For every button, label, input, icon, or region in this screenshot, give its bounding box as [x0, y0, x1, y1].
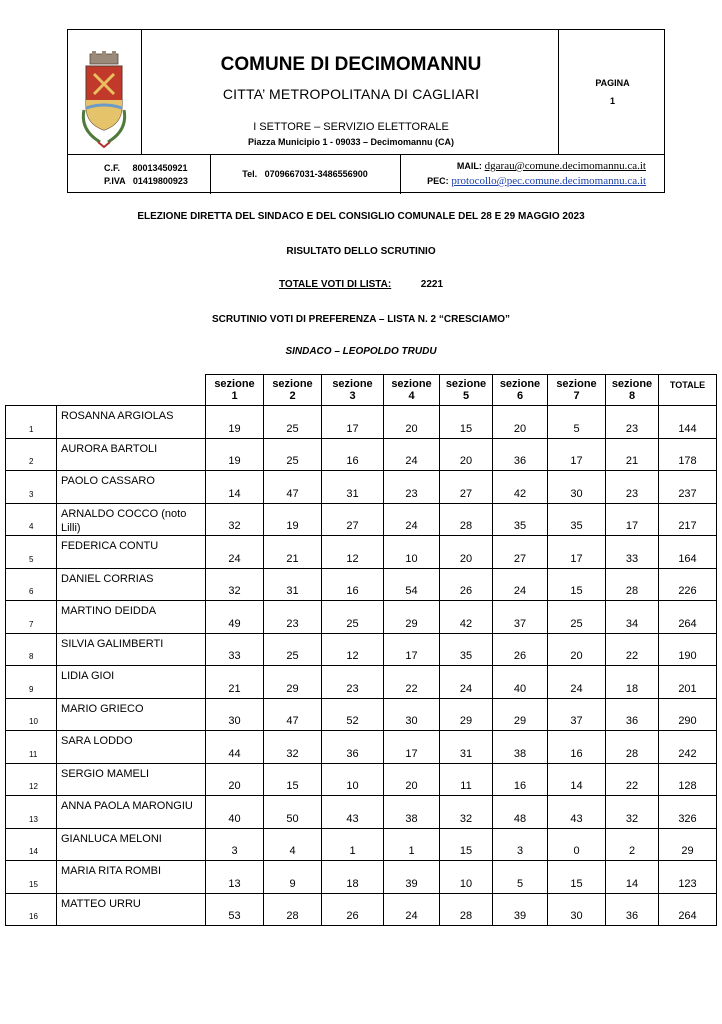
section-votes: 36 [493, 438, 548, 471]
section-votes: 18 [606, 666, 659, 699]
section-votes: 36 [606, 893, 659, 926]
table-row [6, 406, 717, 439]
candidate-name: ROSANNA ARGIOLAS [57, 406, 206, 439]
candidate-total: 164 [659, 536, 717, 569]
section-header: sezione 3 [322, 375, 384, 406]
metropolitan-city: CITTA’ METROPOLITANA DI CAGLIARI [222, 86, 480, 102]
section-votes: 24 [493, 568, 548, 601]
section-votes: 20 [548, 633, 606, 666]
candidate-name: LIDIA GIOI [57, 666, 206, 699]
section-votes: 32 [206, 568, 264, 601]
section-votes: 52 [322, 698, 384, 731]
section-votes: 43 [548, 796, 606, 829]
section-votes: 17 [548, 438, 606, 471]
section-votes: 17 [384, 731, 440, 764]
row-number: 3 [6, 471, 57, 504]
section-votes: 42 [493, 471, 548, 504]
section-votes: 23 [264, 601, 322, 634]
section-votes: 24 [384, 503, 440, 536]
section-votes: 17 [384, 633, 440, 666]
total-votes-heading [0, 279, 722, 290]
section-votes: 14 [548, 763, 606, 796]
table-row [6, 633, 717, 666]
fiscal-code: C.F. 80013450921 [104, 163, 188, 173]
total-votes-value: 2221 [420, 279, 444, 290]
candidate-total: 226 [659, 568, 717, 601]
section-votes: 10 [384, 536, 440, 569]
row-number: 16 [6, 893, 57, 926]
section-votes: 38 [384, 796, 440, 829]
candidate-total: 29 [659, 828, 717, 861]
row-number: 2 [6, 438, 57, 471]
election-heading: ELEZIONE DIRETTA DEL SINDACO E DEL CONSIGLIO COMUNALE DEL 28 E 29 MAGGIO 2023 [137, 211, 585, 222]
candidate-total: 144 [659, 406, 717, 439]
total-votes-label: TOTALE VOTI DI LISTA: [278, 279, 392, 290]
section-votes: 53 [206, 893, 264, 926]
table-row [6, 796, 717, 829]
section-header: sezione 2 [264, 375, 322, 406]
section-votes: 0 [548, 828, 606, 861]
email-link[interactable]: dgarau@comune.decimomannu.ca.it [484, 160, 646, 172]
section-votes: 49 [206, 601, 264, 634]
page-label: PAGINA [595, 78, 630, 88]
section-votes: 21 [264, 536, 322, 569]
candidate-total: 217 [659, 503, 717, 536]
section-votes: 4 [264, 828, 322, 861]
section-votes: 31 [264, 568, 322, 601]
section-votes: 20 [384, 406, 440, 439]
section-votes: 14 [606, 861, 659, 894]
candidate-total: 128 [659, 763, 717, 796]
section-votes: 30 [206, 698, 264, 731]
section-votes: 28 [264, 893, 322, 926]
section-votes: 15 [440, 828, 493, 861]
section-votes: 17 [606, 503, 659, 536]
section-votes: 19 [206, 406, 264, 439]
candidate-name: SILVIA GALIMBERTI [57, 633, 206, 666]
table-header-row [6, 375, 717, 406]
row-number: 5 [6, 536, 57, 569]
section-votes: 9 [264, 861, 322, 894]
section-header: sezione 5 [440, 375, 493, 406]
table-row [6, 828, 717, 861]
section-votes: 32 [206, 503, 264, 536]
candidate-name: PAOLO CASSARO [57, 471, 206, 504]
section-votes: 33 [606, 536, 659, 569]
row-number: 8 [6, 633, 57, 666]
section-votes: 20 [206, 763, 264, 796]
section-votes: 39 [384, 861, 440, 894]
row-number: 12 [6, 763, 57, 796]
candidate-total: 123 [659, 861, 717, 894]
result-heading: RISULTATO DELLO SCRUTINIO [286, 246, 436, 257]
mayor-heading: SINDACO – LEOPOLDO TRUDU [285, 346, 437, 357]
table-row [6, 601, 717, 634]
section-header: sezione 6 [493, 375, 548, 406]
candidate-name: SARA LODDO [57, 731, 206, 764]
table-row [6, 763, 717, 796]
section-votes: 20 [384, 763, 440, 796]
section-votes: 15 [548, 568, 606, 601]
row-number: 1 [6, 406, 57, 439]
section-votes: 28 [440, 503, 493, 536]
pec-line [388, 175, 646, 187]
table-row [6, 536, 717, 569]
section-votes: 39 [493, 893, 548, 926]
section-votes: 35 [440, 633, 493, 666]
section-votes: 32 [264, 731, 322, 764]
section-votes: 30 [384, 698, 440, 731]
section-votes: 30 [548, 893, 606, 926]
section-header: sezione 1 [206, 375, 264, 406]
total-header: TOTALE [659, 375, 717, 406]
section-votes: 27 [440, 471, 493, 504]
section-votes: 35 [493, 503, 548, 536]
section-votes: 23 [606, 471, 659, 504]
section-votes: 20 [493, 406, 548, 439]
section-votes: 26 [493, 633, 548, 666]
candidate-name: MARIA RITA ROMBI [57, 861, 206, 894]
section-votes: 23 [322, 666, 384, 699]
candidate-total: 326 [659, 796, 717, 829]
email-label: MAIL: [456, 161, 482, 171]
office-name: I SETTORE – SERVIZIO ELETTORALE [253, 121, 449, 133]
section-votes: 23 [606, 406, 659, 439]
section-votes: 36 [322, 731, 384, 764]
section-votes: 37 [493, 601, 548, 634]
section-votes: 28 [606, 568, 659, 601]
section-votes: 10 [322, 763, 384, 796]
telephone: Tel. 0709667031-3486556900 [242, 169, 368, 179]
scrutiny-heading: SCRUTINIO VOTI DI PREFERENZA – LISTA N. 2 “CRESCIAMO” [212, 314, 510, 325]
candidate-total: 190 [659, 633, 717, 666]
section-votes: 15 [548, 861, 606, 894]
section-votes: 47 [264, 471, 322, 504]
row-number: 14 [6, 828, 57, 861]
table-row [6, 471, 717, 504]
section-votes: 25 [322, 601, 384, 634]
section-votes: 3 [493, 828, 548, 861]
section-votes: 17 [548, 536, 606, 569]
candidate-name: ARNALDO COCCO (noto Lilli) [57, 503, 206, 536]
row-number: 4 [6, 503, 57, 536]
section-votes: 24 [206, 536, 264, 569]
row-number: 11 [6, 731, 57, 764]
candidate-total: 264 [659, 893, 717, 926]
table-row [6, 698, 717, 731]
pec-label: PEC: [427, 176, 449, 186]
section-votes: 29 [440, 698, 493, 731]
section-votes: 26 [440, 568, 493, 601]
candidate-name: AURORA BARTOLI [57, 438, 206, 471]
candidate-total: 237 [659, 471, 717, 504]
section-votes: 25 [264, 633, 322, 666]
table-row [6, 503, 717, 536]
candidate-total: 242 [659, 731, 717, 764]
section-votes: 12 [322, 536, 384, 569]
section-votes: 1 [322, 828, 384, 861]
section-votes: 25 [264, 438, 322, 471]
section-votes: 33 [206, 633, 264, 666]
section-votes: 24 [440, 666, 493, 699]
section-votes: 24 [384, 893, 440, 926]
section-votes: 29 [384, 601, 440, 634]
section-votes: 42 [440, 601, 493, 634]
section-votes: 11 [440, 763, 493, 796]
section-votes: 37 [548, 698, 606, 731]
candidate-total: 290 [659, 698, 717, 731]
section-votes: 16 [493, 763, 548, 796]
section-votes: 3 [206, 828, 264, 861]
table-row [6, 861, 717, 894]
section-votes: 21 [606, 438, 659, 471]
preference-votes-table [5, 374, 717, 926]
table-row [6, 731, 717, 764]
candidate-name: FEDERICA CONTU [57, 536, 206, 569]
vat-number: P.IVA 01419800923 [104, 176, 188, 186]
section-votes: 47 [264, 698, 322, 731]
section-votes: 31 [440, 731, 493, 764]
section-votes: 17 [322, 406, 384, 439]
section-votes: 19 [264, 503, 322, 536]
table-row [6, 666, 717, 699]
section-votes: 10 [440, 861, 493, 894]
section-votes: 43 [322, 796, 384, 829]
section-votes: 36 [606, 698, 659, 731]
letterhead [67, 29, 665, 193]
section-votes: 19 [206, 438, 264, 471]
section-votes: 21 [206, 666, 264, 699]
section-votes: 54 [384, 568, 440, 601]
section-votes: 22 [606, 633, 659, 666]
row-number: 13 [6, 796, 57, 829]
section-votes: 12 [322, 633, 384, 666]
section-votes: 24 [548, 666, 606, 699]
section-votes: 27 [322, 503, 384, 536]
section-votes: 31 [322, 471, 384, 504]
section-votes: 25 [548, 601, 606, 634]
section-votes: 30 [548, 471, 606, 504]
candidate-total: 264 [659, 601, 717, 634]
page-number: 1 [609, 96, 615, 106]
section-votes: 15 [264, 763, 322, 796]
pec-link[interactable]: protocollo@pec.comune.decimomannu.ca.it [451, 175, 646, 187]
section-votes: 32 [440, 796, 493, 829]
row-number: 6 [6, 568, 57, 601]
section-votes: 16 [548, 731, 606, 764]
section-votes: 15 [440, 406, 493, 439]
row-number: 10 [6, 698, 57, 731]
section-votes: 22 [384, 666, 440, 699]
candidate-name: GIANLUCA MELONI [57, 828, 206, 861]
candidate-total: 201 [659, 666, 717, 699]
section-votes: 22 [606, 763, 659, 796]
section-votes: 13 [206, 861, 264, 894]
candidate-name: MARTINO DEIDDA [57, 601, 206, 634]
section-votes: 50 [264, 796, 322, 829]
section-votes: 40 [493, 666, 548, 699]
section-votes: 44 [206, 731, 264, 764]
row-number: 9 [6, 666, 57, 699]
section-votes: 35 [548, 503, 606, 536]
section-votes: 28 [606, 731, 659, 764]
table-row [6, 568, 717, 601]
section-votes: 32 [606, 796, 659, 829]
section-votes: 24 [384, 438, 440, 471]
table-row [6, 893, 717, 926]
email-line [388, 160, 646, 172]
section-votes: 18 [322, 861, 384, 894]
section-votes: 20 [440, 438, 493, 471]
section-votes: 1 [384, 828, 440, 861]
municipality-name: COMUNE DI DECIMOMANNU [220, 54, 482, 75]
section-votes: 26 [322, 893, 384, 926]
candidate-name: MATTEO URRU [57, 893, 206, 926]
section-votes: 16 [322, 568, 384, 601]
row-number: 7 [6, 601, 57, 634]
section-votes: 14 [206, 471, 264, 504]
section-votes: 48 [493, 796, 548, 829]
candidate-name: MARIO GRIECO [57, 698, 206, 731]
candidate-name: SERGIO MAMELI [57, 763, 206, 796]
section-votes: 25 [264, 406, 322, 439]
section-votes: 23 [384, 471, 440, 504]
section-votes: 5 [493, 861, 548, 894]
candidate-name: ANNA PAOLA MARONGIU [57, 796, 206, 829]
section-header: sezione 4 [384, 375, 440, 406]
candidate-name: DANIEL CORRIAS [57, 568, 206, 601]
section-votes: 28 [440, 893, 493, 926]
section-votes: 5 [548, 406, 606, 439]
row-number: 15 [6, 861, 57, 894]
section-votes: 29 [493, 698, 548, 731]
section-votes: 38 [493, 731, 548, 764]
section-votes: 20 [440, 536, 493, 569]
section-votes: 16 [322, 438, 384, 471]
section-votes: 29 [264, 666, 322, 699]
table-row [6, 438, 717, 471]
section-votes: 27 [493, 536, 548, 569]
section-votes: 34 [606, 601, 659, 634]
section-header: sezione 7 [548, 375, 606, 406]
candidate-total: 178 [659, 438, 717, 471]
section-header: sezione 8 [606, 375, 659, 406]
municipal-coat-of-arms-icon [76, 50, 132, 152]
section-votes: 40 [206, 796, 264, 829]
office-address: Piazza Municipio 1 - 09033 – Decimomannu (CA) [247, 137, 455, 147]
section-votes: 2 [606, 828, 659, 861]
